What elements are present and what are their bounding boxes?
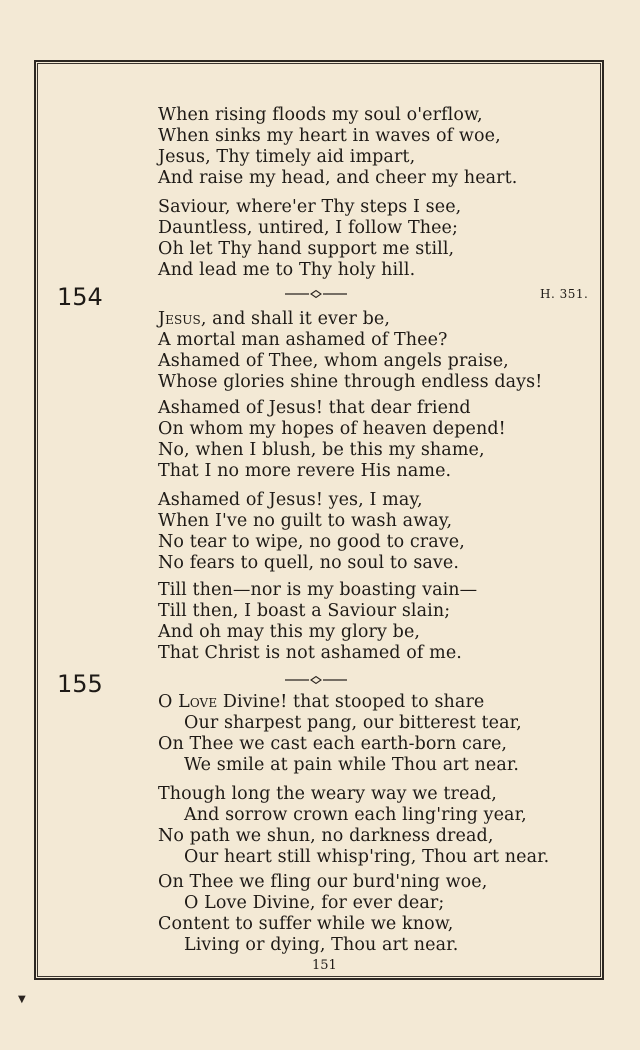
verse-line: When sinks my heart in waves of woe, <box>158 126 501 146</box>
tune-reference: H. 351. <box>540 287 589 301</box>
line-rest: , and shall it ever be, <box>200 309 391 329</box>
verse-line: That I no more revere His name. <box>158 461 452 481</box>
hymn-number: 155 <box>57 670 103 698</box>
verse-line: Dauntless, untired, I follow Thee; <box>158 218 459 238</box>
verse-line: On Thee we fling our burd'ning woe, <box>158 872 488 892</box>
verse-line: No, when I blush, be this my shame, <box>158 440 485 460</box>
verse-line <box>158 309 542 330</box>
verse-line: Till then—nor is my boasting vain— <box>158 580 478 600</box>
verse-line: Living or dying, Thou art near. <box>184 935 459 955</box>
verse-line: Jesus, Thy timely aid impart, <box>158 147 416 167</box>
stanza <box>158 872 487 956</box>
verse-line: And sorrow crown each ling'ring year, <box>184 805 527 825</box>
verse-line: Till then, I boast a Saviour slain; <box>158 601 451 621</box>
verse-line: O Love Divine, for ever dear; <box>184 893 445 913</box>
verse-line <box>158 692 522 713</box>
verse-line: Content to suffer while we know, <box>158 914 454 934</box>
verse-line: Ashamed of Jesus! that dear friend <box>158 398 471 418</box>
verse-line: Our heart still whisp'ring, Thou art near. <box>184 847 550 867</box>
verse-line: Saviour, where'er Thy steps I see, <box>158 197 462 217</box>
stanza <box>158 692 522 776</box>
verse-line: On Thee we cast each earth-born care, <box>158 734 508 754</box>
verse-line: Though long the weary way we tread, <box>158 784 497 804</box>
page-number: 151 <box>312 958 337 973</box>
page-marker-icon: ▼ <box>18 994 26 1005</box>
stanza <box>158 784 549 868</box>
stanza <box>158 490 465 574</box>
verse-line: Our sharpest pang, our bitterest tear, <box>184 713 522 733</box>
verse-line: No path we shun, no darkness dread, <box>158 826 494 846</box>
verse-line: Ashamed of Jesus! yes, I may, <box>158 490 423 510</box>
verse-line: We smile at pain while Thou art near. <box>184 755 520 775</box>
verse-line: And oh may this my glory be, <box>158 622 421 642</box>
verse-line: That Christ is not ashamed of me. <box>158 643 462 663</box>
verse-line: Ashamed of Thee, whom angels praise, <box>158 351 509 371</box>
stanza <box>158 197 461 281</box>
stanza <box>158 398 506 482</box>
hymn-number: 154 <box>57 283 103 311</box>
first-word: O Love <box>158 692 218 712</box>
verse-line: A mortal man ashamed of Thee? <box>158 330 448 350</box>
stanza <box>158 105 517 189</box>
verse-line: On whom my hopes of heaven depend! <box>158 419 506 439</box>
stanza <box>158 309 542 393</box>
divider-ornament <box>285 675 347 685</box>
verse-line: No fears to quell, no soul to save. <box>158 553 460 573</box>
line-rest: Divine! that stooped to share <box>217 692 485 712</box>
verse-line: Whose glories shine through endless days! <box>158 372 543 392</box>
verse-line: When rising floods my soul o'erflow, <box>158 105 483 125</box>
verse-line: No tear to wipe, no good to crave, <box>158 532 465 552</box>
first-word: Jesus <box>158 309 201 329</box>
stanza <box>158 580 477 664</box>
verse-line: And raise my head, and cheer my heart. <box>158 168 518 188</box>
verse-line: Oh let Thy hand support me still, <box>158 239 455 259</box>
verse-line: When I've no guilt to wash away, <box>158 511 453 531</box>
divider-ornament <box>285 289 347 299</box>
verse-line: And lead me to Thy holy hill. <box>158 260 416 280</box>
